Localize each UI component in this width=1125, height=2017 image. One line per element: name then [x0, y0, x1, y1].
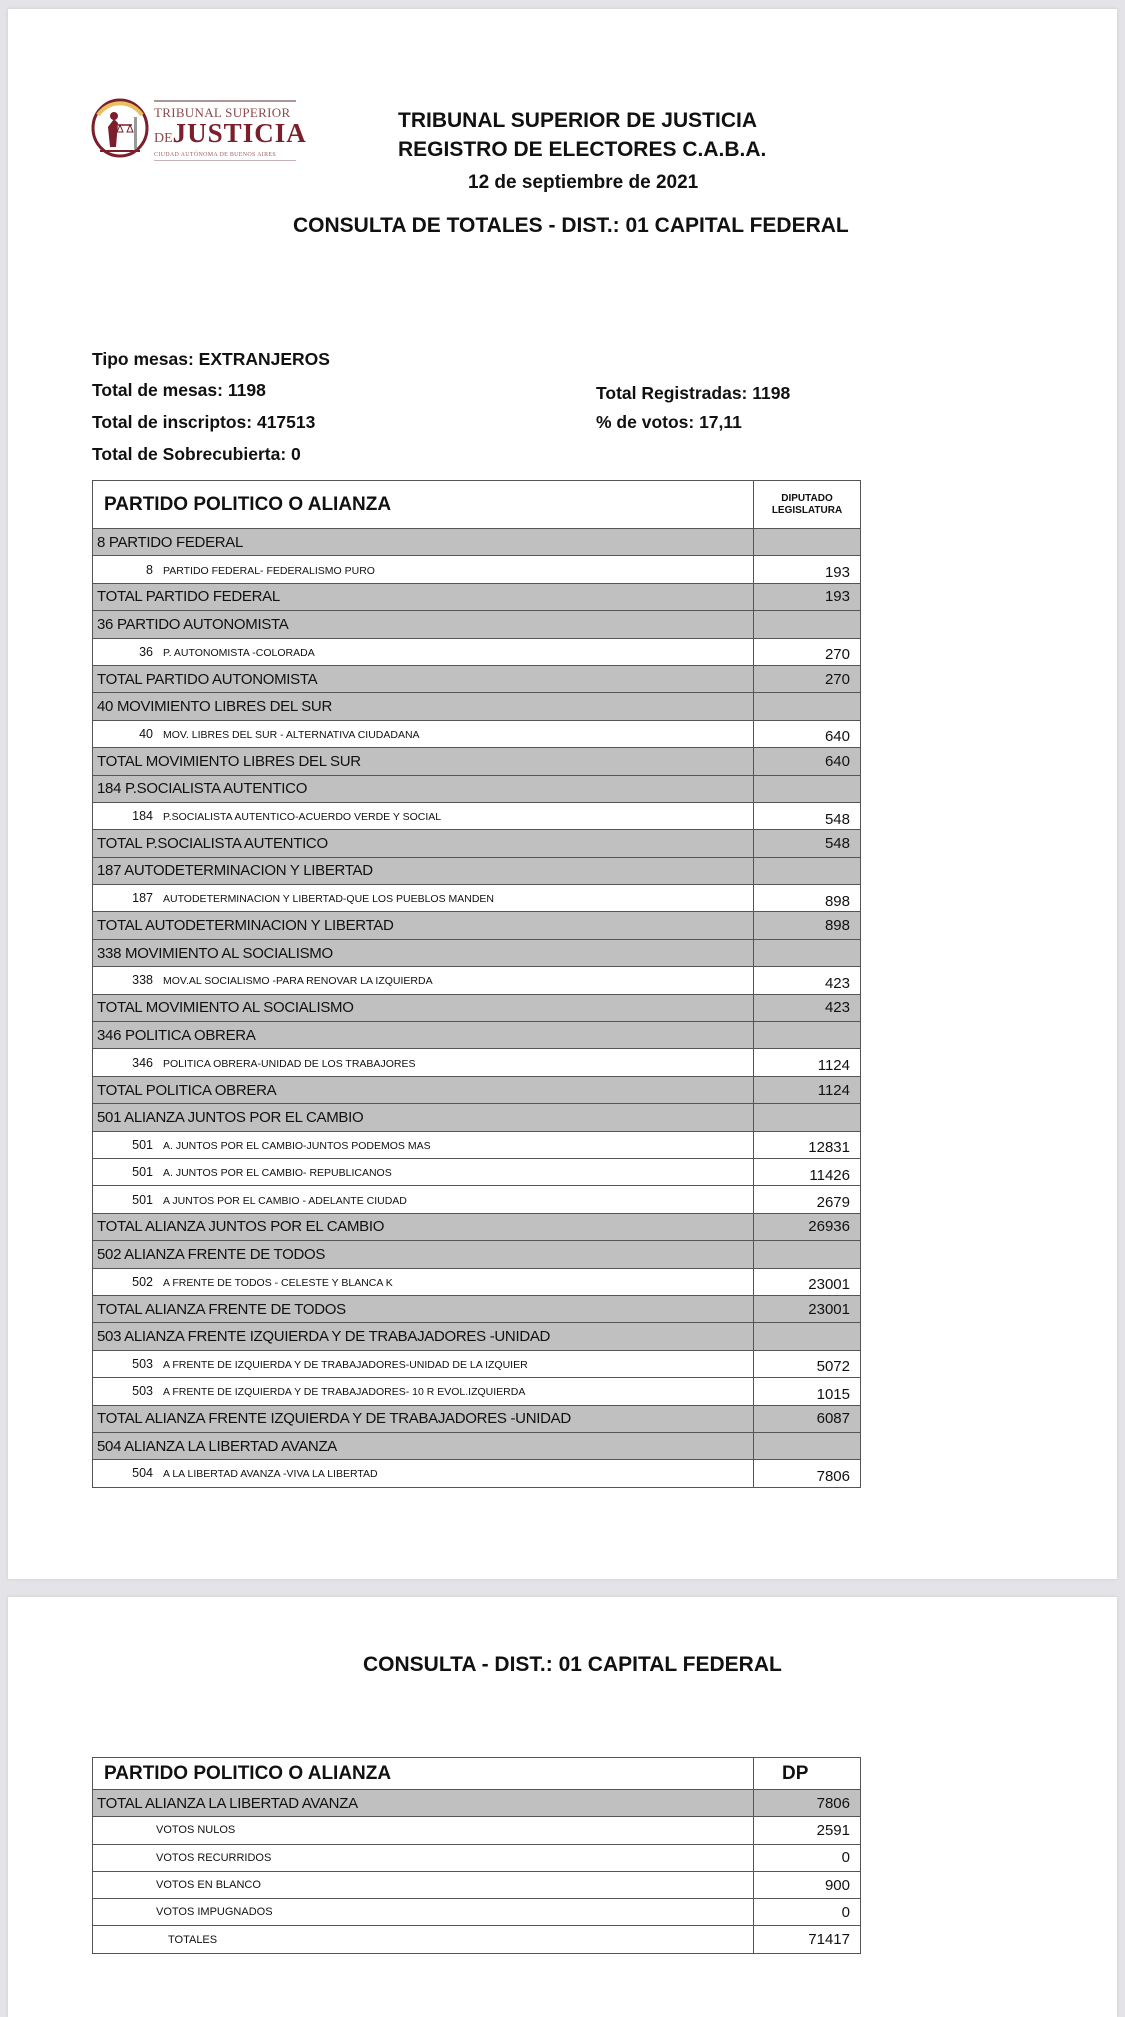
party-total-row — [93, 994, 861, 1021]
row-label — [93, 1049, 754, 1076]
vote-count: 1124 — [754, 1049, 861, 1076]
list-code: 40 — [139, 726, 153, 741]
list-name: A. JUNTOS POR EL CAMBIO-JUNTOS PODEMOS MAS — [163, 1139, 431, 1152]
summary-row — [93, 1844, 861, 1871]
party-group-row — [93, 1432, 861, 1459]
list-name: PARTIDO FEDERAL- FEDERALISMO PURO — [163, 564, 375, 577]
vote-count: 640 — [754, 748, 861, 775]
party-group-row — [93, 1323, 861, 1350]
list-code: 503 — [132, 1384, 153, 1399]
party-group-row — [93, 529, 861, 556]
list-row — [93, 967, 861, 994]
party-group-row — [93, 1022, 861, 1049]
column-header-dp: DP — [754, 1758, 861, 1790]
list-name: A LA LIBERTAD AVANZA -VIVA LA LIBERTAD — [163, 1468, 378, 1481]
row-label: TOTAL PARTIDO FEDERAL — [93, 583, 754, 610]
row-label — [93, 720, 754, 747]
party-total-row — [93, 1076, 861, 1103]
summary-table — [92, 1757, 861, 1954]
vote-count: 2591 — [754, 1817, 861, 1844]
row-label — [93, 1268, 754, 1295]
vote-count: 26936 — [754, 1213, 861, 1240]
vote-count: 270 — [754, 665, 861, 692]
party-group-row — [93, 693, 861, 720]
vote-count — [754, 693, 861, 720]
row-label: TOTAL ALIANZA FRENTE DE TODOS — [93, 1295, 754, 1322]
vote-count: 12831 — [754, 1131, 861, 1158]
row-label: VOTOS IMPUGNADOS — [93, 1899, 754, 1926]
party-total-row — [93, 748, 861, 775]
vote-count: 7806 — [754, 1790, 861, 1817]
vote-count: 548 — [754, 802, 861, 829]
vote-count — [754, 529, 861, 556]
list-code: 501 — [132, 1165, 153, 1180]
tsj-logo — [90, 91, 307, 167]
list-name: A. JUNTOS POR EL CAMBIO- REPUBLICANOS — [163, 1167, 392, 1180]
row-label — [93, 556, 754, 583]
row-label: 36 PARTIDO AUTONOMISTA — [93, 611, 754, 638]
summary-row — [93, 1926, 861, 1953]
vote-count: 423 — [754, 967, 861, 994]
party-total-row — [93, 830, 861, 857]
row-label — [93, 1350, 754, 1377]
party-total-row — [93, 665, 861, 692]
logo-prefix: DE — [154, 131, 173, 146]
list-code: 501 — [132, 1137, 153, 1152]
row-label: 40 MOVIMIENTO LIBRES DEL SUR — [93, 693, 754, 720]
list-row — [93, 1131, 861, 1158]
row-label: 184 P.SOCIALISTA AUTENTICO — [93, 775, 754, 802]
vote-count — [754, 1104, 861, 1131]
total-inscriptos: Total de inscriptos: 417513 — [92, 412, 316, 432]
vote-count — [754, 1323, 861, 1350]
summary-row — [93, 1899, 861, 1926]
row-label: TOTAL POLITICA OBRERA — [93, 1076, 754, 1103]
row-label: VOTOS RECURRIDOS — [93, 1844, 754, 1871]
party-total-row — [93, 583, 861, 610]
vote-count: 193 — [754, 583, 861, 610]
row-label: 502 ALIANZA FRENTE DE TODOS — [93, 1241, 754, 1268]
row-label: 501 ALIANZA JUNTOS POR EL CAMBIO — [93, 1104, 754, 1131]
row-label: TOTAL ALIANZA LA LIBERTAD AVANZA — [93, 1790, 754, 1817]
list-row — [93, 720, 861, 747]
title-line-2: REGISTRO DE ELECTORES C.A.B.A. — [398, 138, 767, 161]
column-header-votes: DIPUTADO LEGISLATURA — [754, 481, 861, 529]
summary-row — [93, 1817, 861, 1844]
row-label: 187 AUTODETERMINACION Y LIBERTAD — [93, 857, 754, 884]
row-label — [93, 1158, 754, 1185]
list-code: 502 — [132, 1274, 153, 1289]
row-label — [93, 1186, 754, 1213]
pct-votos: % de votos: 17,11 — [596, 412, 742, 432]
vote-count: 548 — [754, 830, 861, 857]
list-code: 184 — [132, 809, 153, 824]
vote-count — [754, 611, 861, 638]
vote-count — [754, 939, 861, 966]
vote-count — [754, 775, 861, 802]
total-registradas: Total Registradas: 1198 — [596, 383, 791, 403]
party-total-row — [93, 912, 861, 939]
list-code: 36 — [139, 644, 153, 659]
row-label: TOTAL AUTODETERMINACION Y LIBERTAD — [93, 912, 754, 939]
row-label: TOTAL PARTIDO AUTONOMISTA — [93, 665, 754, 692]
party-group-row — [93, 939, 861, 966]
row-label — [93, 802, 754, 829]
list-name: P. AUTONOMISTA -COLORADA — [163, 646, 315, 659]
list-row — [93, 802, 861, 829]
list-row — [93, 1350, 861, 1377]
vote-count: 5072 — [754, 1350, 861, 1377]
row-label — [93, 1378, 754, 1405]
list-name: P.SOCIALISTA AUTENTICO-ACUERDO VERDE Y SOCIAL — [163, 811, 442, 824]
vote-count — [754, 1022, 861, 1049]
vote-count: 1124 — [754, 1076, 861, 1103]
tipo-mesas: Tipo mesas: EXTRANJEROS — [92, 349, 330, 369]
results-table — [92, 480, 861, 1488]
list-row — [93, 556, 861, 583]
row-label: TOTAL ALIANZA JUNTOS POR EL CAMBIO — [93, 1213, 754, 1240]
vote-count: 6087 — [754, 1405, 861, 1432]
row-label: 338 MOVIMIENTO AL SOCIALISMO — [93, 939, 754, 966]
vote-count: 11426 — [754, 1158, 861, 1185]
list-name: A FRENTE DE IZQUIERDA Y DE TRABAJADORES-UNIDAD DE LA IZQUIER — [163, 1358, 528, 1371]
vote-count: 900 — [754, 1871, 861, 1898]
party-total-row — [93, 1405, 861, 1432]
vote-count: 7806 — [754, 1460, 861, 1487]
vote-count: 71417 — [754, 1926, 861, 1953]
party-group-row — [93, 1241, 861, 1268]
vote-count: 898 — [754, 885, 861, 912]
row-label: TOTAL MOVIMIENTO LIBRES DEL SUR — [93, 748, 754, 775]
list-row — [93, 1268, 861, 1295]
row-label: VOTOS NULOS — [93, 1817, 754, 1844]
vote-count: 270 — [754, 638, 861, 665]
list-code: 8 — [146, 562, 153, 577]
logo-line-1: TRIBUNAL SUPERIOR — [154, 105, 291, 120]
vote-count — [754, 1241, 861, 1268]
list-name: A FRENTE DE IZQUIERDA Y DE TRABAJADORES- 10 R EVOL.IZQUIERDA — [163, 1386, 526, 1399]
vote-count: 1015 — [754, 1378, 861, 1405]
logo-main: JUSTICIA — [172, 118, 307, 148]
party-group-row — [93, 775, 861, 802]
party-group-row — [93, 1104, 861, 1131]
list-name: MOV.AL SOCIALISMO -PARA RENOVAR LA IZQUIERDA — [163, 975, 433, 988]
list-row — [93, 1460, 861, 1487]
party-group-row — [93, 857, 861, 884]
vote-count: 423 — [754, 994, 861, 1021]
list-code: 187 — [132, 891, 153, 906]
title-line-1: TRIBUNAL SUPERIOR DE JUSTICIA — [398, 109, 757, 132]
row-label: 346 POLITICA OBRERA — [93, 1022, 754, 1049]
column-header-party: PARTIDO POLITICO O ALIANZA — [93, 1758, 754, 1790]
list-code: 346 — [132, 1055, 153, 1070]
row-label: 503 ALIANZA FRENTE IZQUIERDA Y DE TRABAJADORES -UNIDAD — [93, 1323, 754, 1350]
vote-count — [754, 857, 861, 884]
document-date: 12 de septiembre de 2021 — [468, 172, 699, 193]
row-label: 504 ALIANZA LA LIBERTAD AVANZA — [93, 1432, 754, 1459]
row-label: TOTALES — [93, 1926, 754, 1953]
list-code: 503 — [132, 1356, 153, 1371]
party-group-row — [93, 611, 861, 638]
row-label — [93, 1131, 754, 1158]
row-label: TOTAL P.SOCIALISTA AUTENTICO — [93, 830, 754, 857]
list-row — [93, 885, 861, 912]
row-label: VOTOS EN BLANCO — [93, 1871, 754, 1898]
row-label: TOTAL ALIANZA FRENTE IZQUIERDA Y DE TRABAJADORES -UNIDAD — [93, 1405, 754, 1432]
vote-count: 640 — [754, 720, 861, 747]
list-row — [93, 1049, 861, 1076]
list-row — [93, 1378, 861, 1405]
list-row — [93, 1186, 861, 1213]
vote-count: 193 — [754, 556, 861, 583]
row-label — [93, 967, 754, 994]
list-row — [93, 638, 861, 665]
consulta-heading: CONSULTA DE TOTALES - DIST.: 01 CAPITAL FEDERAL — [293, 214, 849, 237]
vote-count: 0 — [754, 1899, 861, 1926]
consulta-heading-2: CONSULTA - DIST.: 01 CAPITAL FEDERAL — [363, 1653, 782, 1676]
column-header-party: PARTIDO POLITICO O ALIANZA — [93, 481, 754, 529]
vote-count: 898 — [754, 912, 861, 939]
total-mesas: Total de mesas: 1198 — [92, 380, 266, 400]
row-label — [93, 885, 754, 912]
party-total-row — [93, 1213, 861, 1240]
list-name: MOV. LIBRES DEL SUR - ALTERNATIVA CIUDADANA — [163, 728, 420, 741]
vote-count: 23001 — [754, 1268, 861, 1295]
list-name: A FRENTE DE TODOS - CELESTE Y BLANCA K — [163, 1276, 393, 1289]
logo-line-3: CIUDAD AUTÓNOMA DE BUENOS AIRES — [154, 152, 276, 158]
document-title — [398, 106, 766, 164]
list-code: 338 — [132, 973, 153, 988]
summary-row — [93, 1871, 861, 1898]
row-label — [93, 1460, 754, 1487]
list-name: POLITICA OBRERA-UNIDAD DE LOS TRABAJORES — [163, 1057, 416, 1070]
row-label — [93, 638, 754, 665]
justice-emblem-icon — [90, 97, 150, 159]
vote-count — [754, 1432, 861, 1459]
list-name: AUTODETERMINACION Y LIBERTAD-QUE LOS PUEBLOS MANDEN — [163, 893, 495, 906]
list-code: 501 — [132, 1192, 153, 1207]
vote-count: 2679 — [754, 1186, 861, 1213]
row-label: 8 PARTIDO FEDERAL — [93, 529, 754, 556]
document-page-1 — [8, 9, 1117, 1579]
list-name: A JUNTOS POR EL CAMBIO - ADELANTE CIUDAD — [163, 1194, 407, 1207]
total-sobrecubierta: Total de Sobrecubierta: 0 — [92, 444, 301, 464]
row-label: TOTAL MOVIMIENTO AL SOCIALISMO — [93, 994, 754, 1021]
list-row — [93, 1158, 861, 1185]
vote-count: 23001 — [754, 1295, 861, 1322]
party-total-row — [93, 1790, 861, 1817]
vote-count: 0 — [754, 1844, 861, 1871]
document-page-2 — [8, 1597, 1117, 2017]
party-total-row — [93, 1295, 861, 1322]
list-code: 504 — [132, 1466, 153, 1481]
